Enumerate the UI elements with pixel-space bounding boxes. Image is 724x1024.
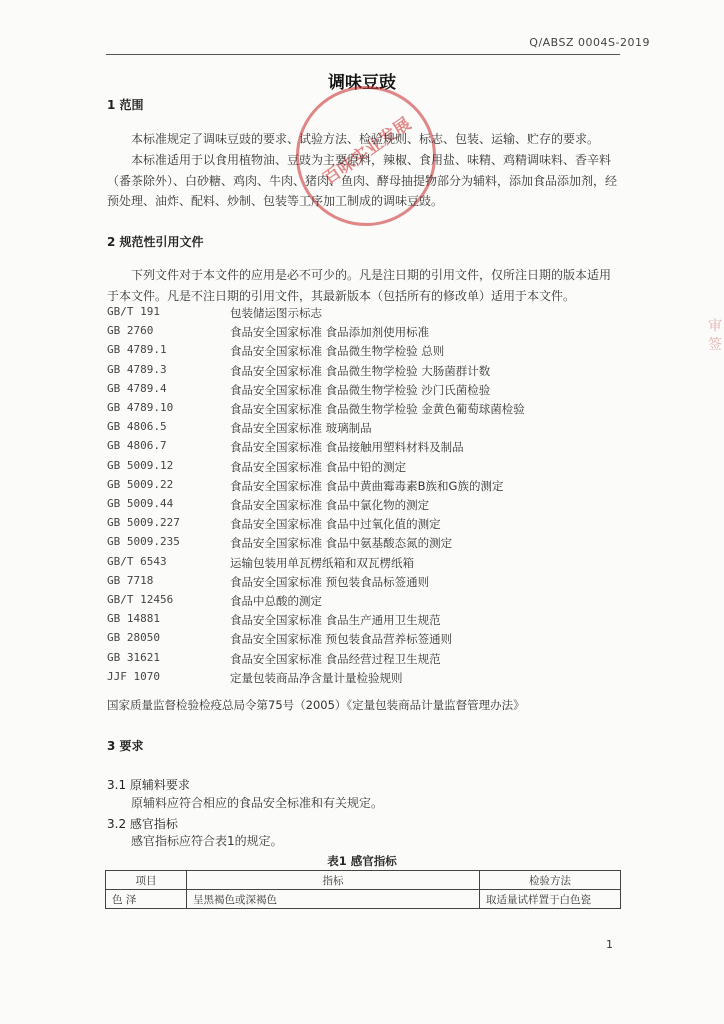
document-code: Q/ABSZ 0004S-2019 — [529, 36, 650, 49]
table-header-row — [106, 871, 621, 890]
section-3-2-heading: 3.2 感官指标 — [107, 817, 178, 831]
header-indicator: 指标 — [187, 871, 480, 890]
section-3-1-heading: 3.1 原辅料要求 — [107, 778, 190, 792]
table-row — [106, 890, 621, 909]
table-1-caption: 表1 感官指标 — [327, 854, 397, 868]
reference-title: 食品安全国家标准 食品中氯化物的测定 — [230, 498, 430, 512]
reference-code: GB 4789.1 — [107, 343, 167, 357]
reference-code: GB 4806.5 — [107, 420, 167, 434]
reference-code: GB 5009.12 — [107, 458, 174, 472]
page-number: 1 — [606, 938, 613, 951]
reference-title: 食品安全国家标准 食品微生物学检验 大肠菌群计数 — [230, 363, 491, 378]
reference-code: GB 5009.235 — [107, 535, 180, 549]
reference-title: 食品安全国家标准 食品接触用塑料材料及制品 — [230, 440, 464, 455]
section-3-2-text: 感官指标应符合表1的规定。 — [131, 834, 283, 848]
cell-item: 色 泽 — [106, 890, 187, 909]
reference-code: GB/T 6543 — [107, 554, 167, 568]
reference-code: GB 28050 — [107, 631, 160, 645]
reference-title: 包装储运图示标志 — [230, 306, 322, 320]
sensory-table — [105, 870, 621, 909]
reference-title: 食品安全国家标准 食品添加剂使用标准 — [230, 325, 430, 340]
reference-code: GB/T 12456 — [107, 593, 174, 606]
reference-code: GB 14881 — [107, 612, 160, 626]
reference-title: 食品安全国家标准 食品经营过程卫生规范 — [230, 651, 441, 666]
section-2-intro: 下列文件对于本文件的应用是必不可少的。凡是注日期的引用文件，仅所注日期的版本适用于本文件。凡是不注日期的引用文件，其最新版本（包括所有的修改单）适用于本文件。 — [107, 268, 612, 303]
header-rule — [106, 54, 620, 55]
side-margin-mark: 审 签 — [706, 318, 722, 351]
reference-code: GB 4789.10 — [107, 401, 174, 414]
reference-code: GB 5009.44 — [107, 497, 174, 510]
reference-title: 食品安全国家标准 食品微生物学检验 金黄色葡萄球菌检验 — [230, 402, 525, 416]
reference-code: GB 4806.7 — [107, 439, 167, 453]
reference-title: 食品安全国家标准 预包装食品营养标签通则 — [230, 632, 453, 647]
regulation-order: 国家质量监督检验检疫总局令第75号（2005）《定量包装商品计量监督管理办法》 — [107, 698, 525, 712]
reference-code: GB 2760 — [107, 324, 154, 338]
cell-method: 取适量试样置于白色瓷 — [480, 890, 621, 909]
section-1-para-1: 本标准规定了调味豆豉的要求、试验方法、检验规则、标志、包装、运输、贮存的要求。 — [131, 132, 600, 146]
cell-indicator: 呈黑褐色或深褐色 — [187, 890, 480, 909]
reference-code: GB 31621 — [107, 650, 160, 664]
header-item: 项目 — [106, 871, 187, 890]
reference-title: 食品安全国家标准 食品中过氧化值的测定 — [230, 517, 441, 532]
reference-code: GB 5009.22 — [107, 477, 174, 491]
reference-title: 食品安全国家标准 食品中铅的测定 — [230, 459, 407, 474]
reference-code: GB 4789.3 — [107, 362, 167, 376]
document-title: 调味豆豉 — [328, 73, 396, 93]
header-method: 检验方法 — [480, 871, 621, 890]
section-2-heading: 2 规范性引用文件 — [107, 235, 204, 249]
reference-title: 食品安全国家标准 食品中氨基酸态氮的测定 — [230, 536, 453, 551]
section-3-1-text: 原辅料应符合相应的食品安全标准和有关规定。 — [131, 796, 384, 810]
reference-title: 食品安全国家标准 食品微生物学检验 总则 — [230, 344, 445, 359]
reference-code: GB 4789.4 — [107, 381, 167, 395]
reference-code: JJF 1070 — [107, 669, 160, 683]
reference-title: 食品安全国家标准 食品中黄曲霉毒素B族和G族的测定 — [230, 478, 504, 493]
seal-text: 百味实业发展 — [319, 114, 415, 189]
reference-code: GB 5009.227 — [107, 516, 180, 530]
reference-title: 运输包装用单瓦楞纸箱和双瓦楞纸箱 — [230, 555, 414, 570]
reference-title: 食品安全国家标准 玻璃制品 — [230, 421, 372, 436]
section-3-heading: 3 要求 — [107, 739, 144, 753]
reference-title: 食品中总酸的测定 — [230, 594, 322, 608]
reference-code: GB 7718 — [107, 573, 154, 587]
reference-title: 食品安全国家标准 食品生产通用卫生规范 — [230, 613, 441, 628]
reference-code: GB/T 191 — [107, 305, 160, 318]
reference-title: 定量包装商品净含量计量检验规则 — [230, 670, 403, 685]
section-1-heading: 1 范围 — [107, 98, 144, 112]
reference-title: 食品安全国家标准 预包装食品标签通则 — [230, 574, 430, 589]
section-1-para-2: 本标准适用于以食用植物油、豆豉为主要原料，辣椒、食用盐、味精、鸡精调味料、香辛料（番茶除外）、白砂糖、鸡肉、牛肉、猪肉、鱼肉、酵母抽提物部分为辅料，添加食品添加剂，经预处理、油炸、配料、炒制、包装等工序加工制成的调味豆豉。 — [107, 153, 618, 208]
reference-title: 食品安全国家标准 食品微生物学检验 沙门氏菌检验 — [230, 382, 491, 397]
